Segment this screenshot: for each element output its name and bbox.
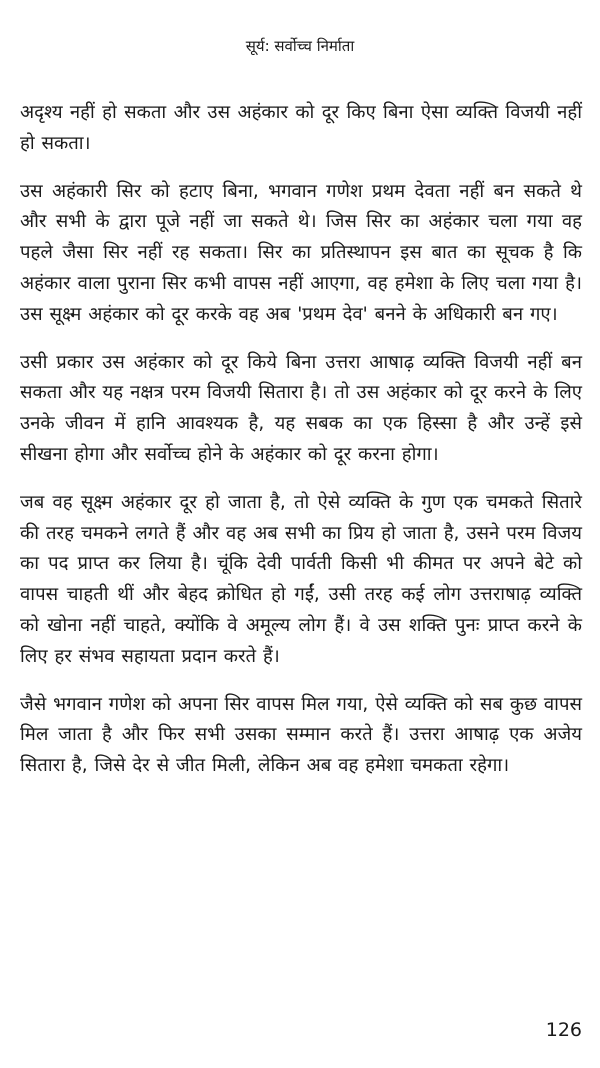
paragraph-2: उस अहंकारी सिर को हटाए बिना, भगवान गणेश प्रथम देवता नहीं बन सकते थे और सभी के द्वारा पूजे नहीं जा सकते थे। जिस सिर का अहंकार चला गया वह पहले जैसा सिर नहीं रह सकता। सिर का प्रतिस्थापन इस बात का सूचक है कि अहंकार वाला पुराना सिर कभी वापस नहीं आएगा, वह हमेशा के लिए चला गया है। उस सूक्ष्म अहंकार को दूर करके वह अब 'प्रथम देव' बनने के अधिकारी बन गए। bbox=[20, 180, 582, 325]
body-text bbox=[20, 98, 582, 799]
paragraph-1: अदृश्य नहीं हो सकता और उस अहंकार को दूर किए बिना ऐसा व्यक्ति विजयी नहीं हो सकता। bbox=[20, 102, 582, 154]
paragraph-4: जब वह सूक्ष्म अहंकार दूर हो जाता है, तो ऐसे व्यक्ति के गुण एक चमकते सितारे की तरह चमकने लगते हैं और वह अब सभी का प्रिय हो जाता है, उसने परम विजय का पद प्राप्त कर लिया है। चूंकि देवी पार्वती किसी भी कीमत पर अपने बेटे को वापस चाहती थीं और बेहद क्रोधित हो गईं, उसी तरह कई लोग उत्तराषाढ़ व्यक्ति को खोना नहीं चाहते, क्योंकि वे अमूल्य लोग हैं। वे उस शक्ति पुनः प्राप्त करने के लिए हर संभव सहायता प्रदान करते हैं। bbox=[20, 491, 582, 667]
paragraph-3: उसी प्रकार उस अहंकार को दूर किये बिना उत्तरा आषाढ़ व्यक्ति विजयी नहीं बन सकता और यह नक्षत्र परम विजयी सितारा है। तो उस अहंकार को दूर करने के लिए उनके जीवन में हानि आवश्यक है, यह सबक का एक हिस्सा है और उन्हें इसे सीखना होगा और सर्वोच्च होने के अहंकार को दूर करना होगा। bbox=[20, 351, 582, 465]
running-header: सूर्य: सर्वोच्च निर्माता bbox=[245, 37, 355, 55]
page-number: 126 bbox=[545, 1019, 582, 1041]
paragraph-5: जैसे भगवान गणेश को अपना सिर वापस मिल गया, ऐसे व्यक्ति को सब कुछ वापस मिल जाता है और फिर सभी उसका सम्मान करते हैं। उत्तरा आषाढ़ एक अजेय सितारा है, जिसे देर से जीत मिली, लेकिन अब वह हमेशा चमकता रहेगा। bbox=[20, 693, 582, 777]
